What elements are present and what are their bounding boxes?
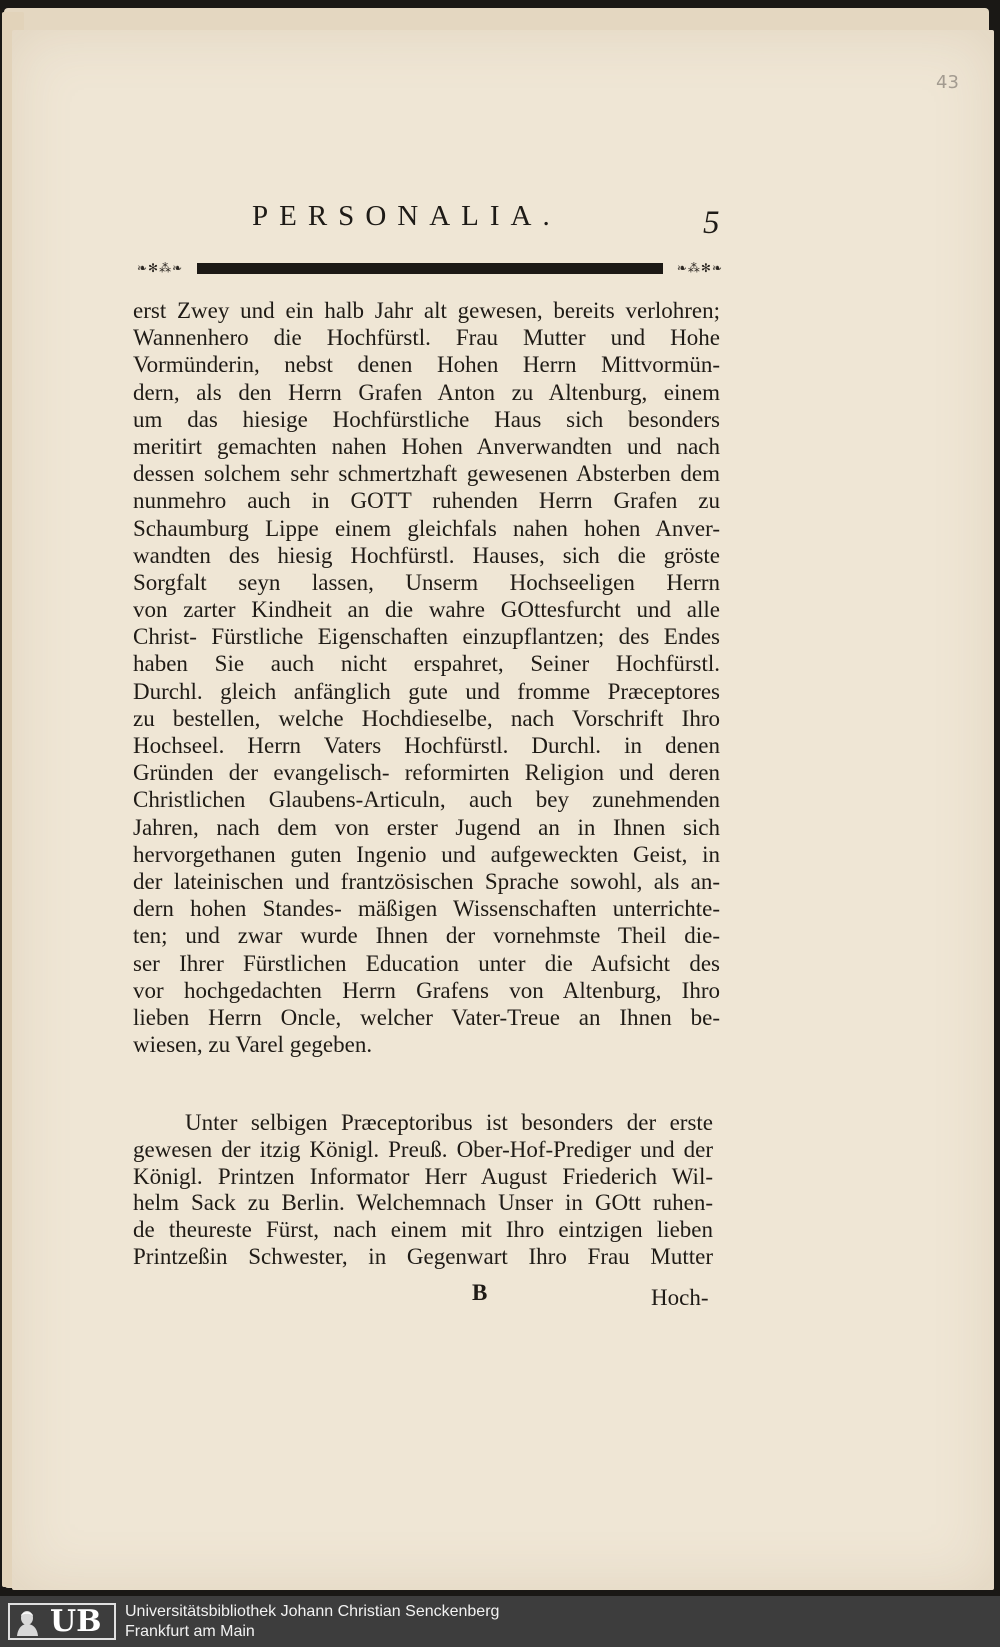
text-line: Jahren, nach dem von erster Jugend an in Ihnen sich [133, 814, 720, 840]
text-line: Christ- Fürstliche Eigenschaften einzupflantzen; des Endes [133, 624, 720, 650]
institution-line-1: Universitätsbibliothek Johann Christian Senckenberg [125, 1603, 500, 1620]
institution-line-2: Frankfurt am Main [125, 1623, 255, 1640]
text-line: dessen solchem sehr schmertzhaft gewesenen Absterben dem [133, 461, 720, 487]
text-line: dern, als den Herrn Grafen Anton zu Altenburg, einem [133, 379, 720, 405]
running-head: PERSONALIA. [252, 200, 561, 232]
text-line: zu bestellen, welche Hochdieselbe, nach Vorschrift Ihro [133, 705, 720, 731]
text-line: hervorgethanen guten Ingenio und aufgeweckten Geist, in [133, 841, 720, 867]
text-line: dern hohen Standes- mäßigen Wissenschaften unterrichte- [133, 896, 720, 922]
rule-bar [197, 263, 663, 274]
text-line: lieben Herrn Oncle, welcher Vater-Treue an Ihnen be- [133, 1004, 720, 1030]
signature-mark: B [472, 1280, 488, 1305]
text-line: gewesen der itzig Königl. Preuß. Ober-Hof-Prediger und der [133, 1136, 713, 1162]
ornament-right-icon: ❧⁂✻❧ [676, 261, 723, 275]
text-line: der lateinischen und frantzösischen Sprache sowohl, als an- [133, 868, 720, 894]
text-line: von zarter Kindheit an die wahre GOttesfurcht und alle [133, 597, 720, 623]
institution-name[interactable] [125, 1602, 499, 1642]
text-line: Sorgfalt seyn lassen, Unserm Hochseeligen Herrn [133, 569, 720, 595]
catchword: Hoch- [651, 1285, 709, 1310]
text-line: de theureste Fürst, nach einem mit Ihro eintzigen lieben [133, 1217, 713, 1243]
ornament-left-icon: ❧✻⁂❧ [137, 261, 184, 275]
text-line: um das hiesige Hochfürstliche Haus sich besonders [133, 406, 720, 432]
text-line: helm Sack zu Berlin. Welchemnach Unser in GOtt ruhen- [133, 1190, 713, 1216]
text-line: wiesen, zu Varel gegeben. [133, 1032, 373, 1058]
text-line: Gründen der evangelisch- reformirten Religion und deren [133, 760, 720, 786]
text-line: Unter selbigen Præceptoribus ist besonders der erste [185, 1110, 713, 1135]
text-line: Vormünderin, nebst denen Hohen Herrn Mittvormün- [133, 352, 720, 378]
text-line: haben Sie auch nicht erspahret, Seiner Hochfürstl. [133, 651, 720, 677]
paragraph-2 [133, 1110, 713, 1271]
folio-pencil-mark: 43 [936, 72, 959, 93]
ub-logo[interactable] [8, 1603, 116, 1640]
text-line: Hochseel. Herrn Vaters Hochfürstl. Durchl. in denen [133, 733, 720, 758]
text-line: Königl. Printzen Informator Herr August Friederich Wil- [133, 1163, 713, 1189]
text-line: erst Zwey und ein halb Jahr alt gewesen, bereits verlohren; [133, 298, 720, 323]
ornamental-rule [137, 260, 723, 276]
text-line: Wannenhero die Hochfürstl. Frau Mutter und Hohe [133, 325, 720, 351]
text-line: ser Ihrer Fürstlichen Education unter die Aufsicht des [133, 950, 720, 976]
text-line: Printzeßin Schwester, in Gegenwart Ihro Frau Mutter [133, 1243, 713, 1269]
page-number: 5 [703, 205, 720, 241]
text-line: Durchl. gleich anfänglich gute und fromme Præceptores [133, 678, 720, 704]
text-line: Christlichen Glaubens-Articuln, auch bey zunehmenden [133, 787, 720, 813]
text-line: meritirt gemachten nahen Hohen Anverwandten und nach [133, 433, 720, 459]
paragraph-1 [133, 297, 720, 1058]
text-line: Schaumburg Lippe einem gleichfals nahen hohen Anver- [133, 515, 720, 541]
text-line: wandten des hiesig Hochfürstl. Hauses, sich die gröste [133, 542, 720, 568]
portrait-icon [14, 1608, 42, 1636]
logo-letters: UB [50, 1604, 102, 1639]
text-line: nunmehro auch in GOTT ruhenden Herrn Grafen zu [133, 488, 720, 514]
library-footer [0, 1596, 1000, 1647]
text-line: vor hochgedachten Herrn Grafens von Altenburg, Ihro [133, 977, 720, 1003]
text-line: ten; und zwar wurde Ihnen der vornehmste Theil die- [133, 923, 720, 949]
